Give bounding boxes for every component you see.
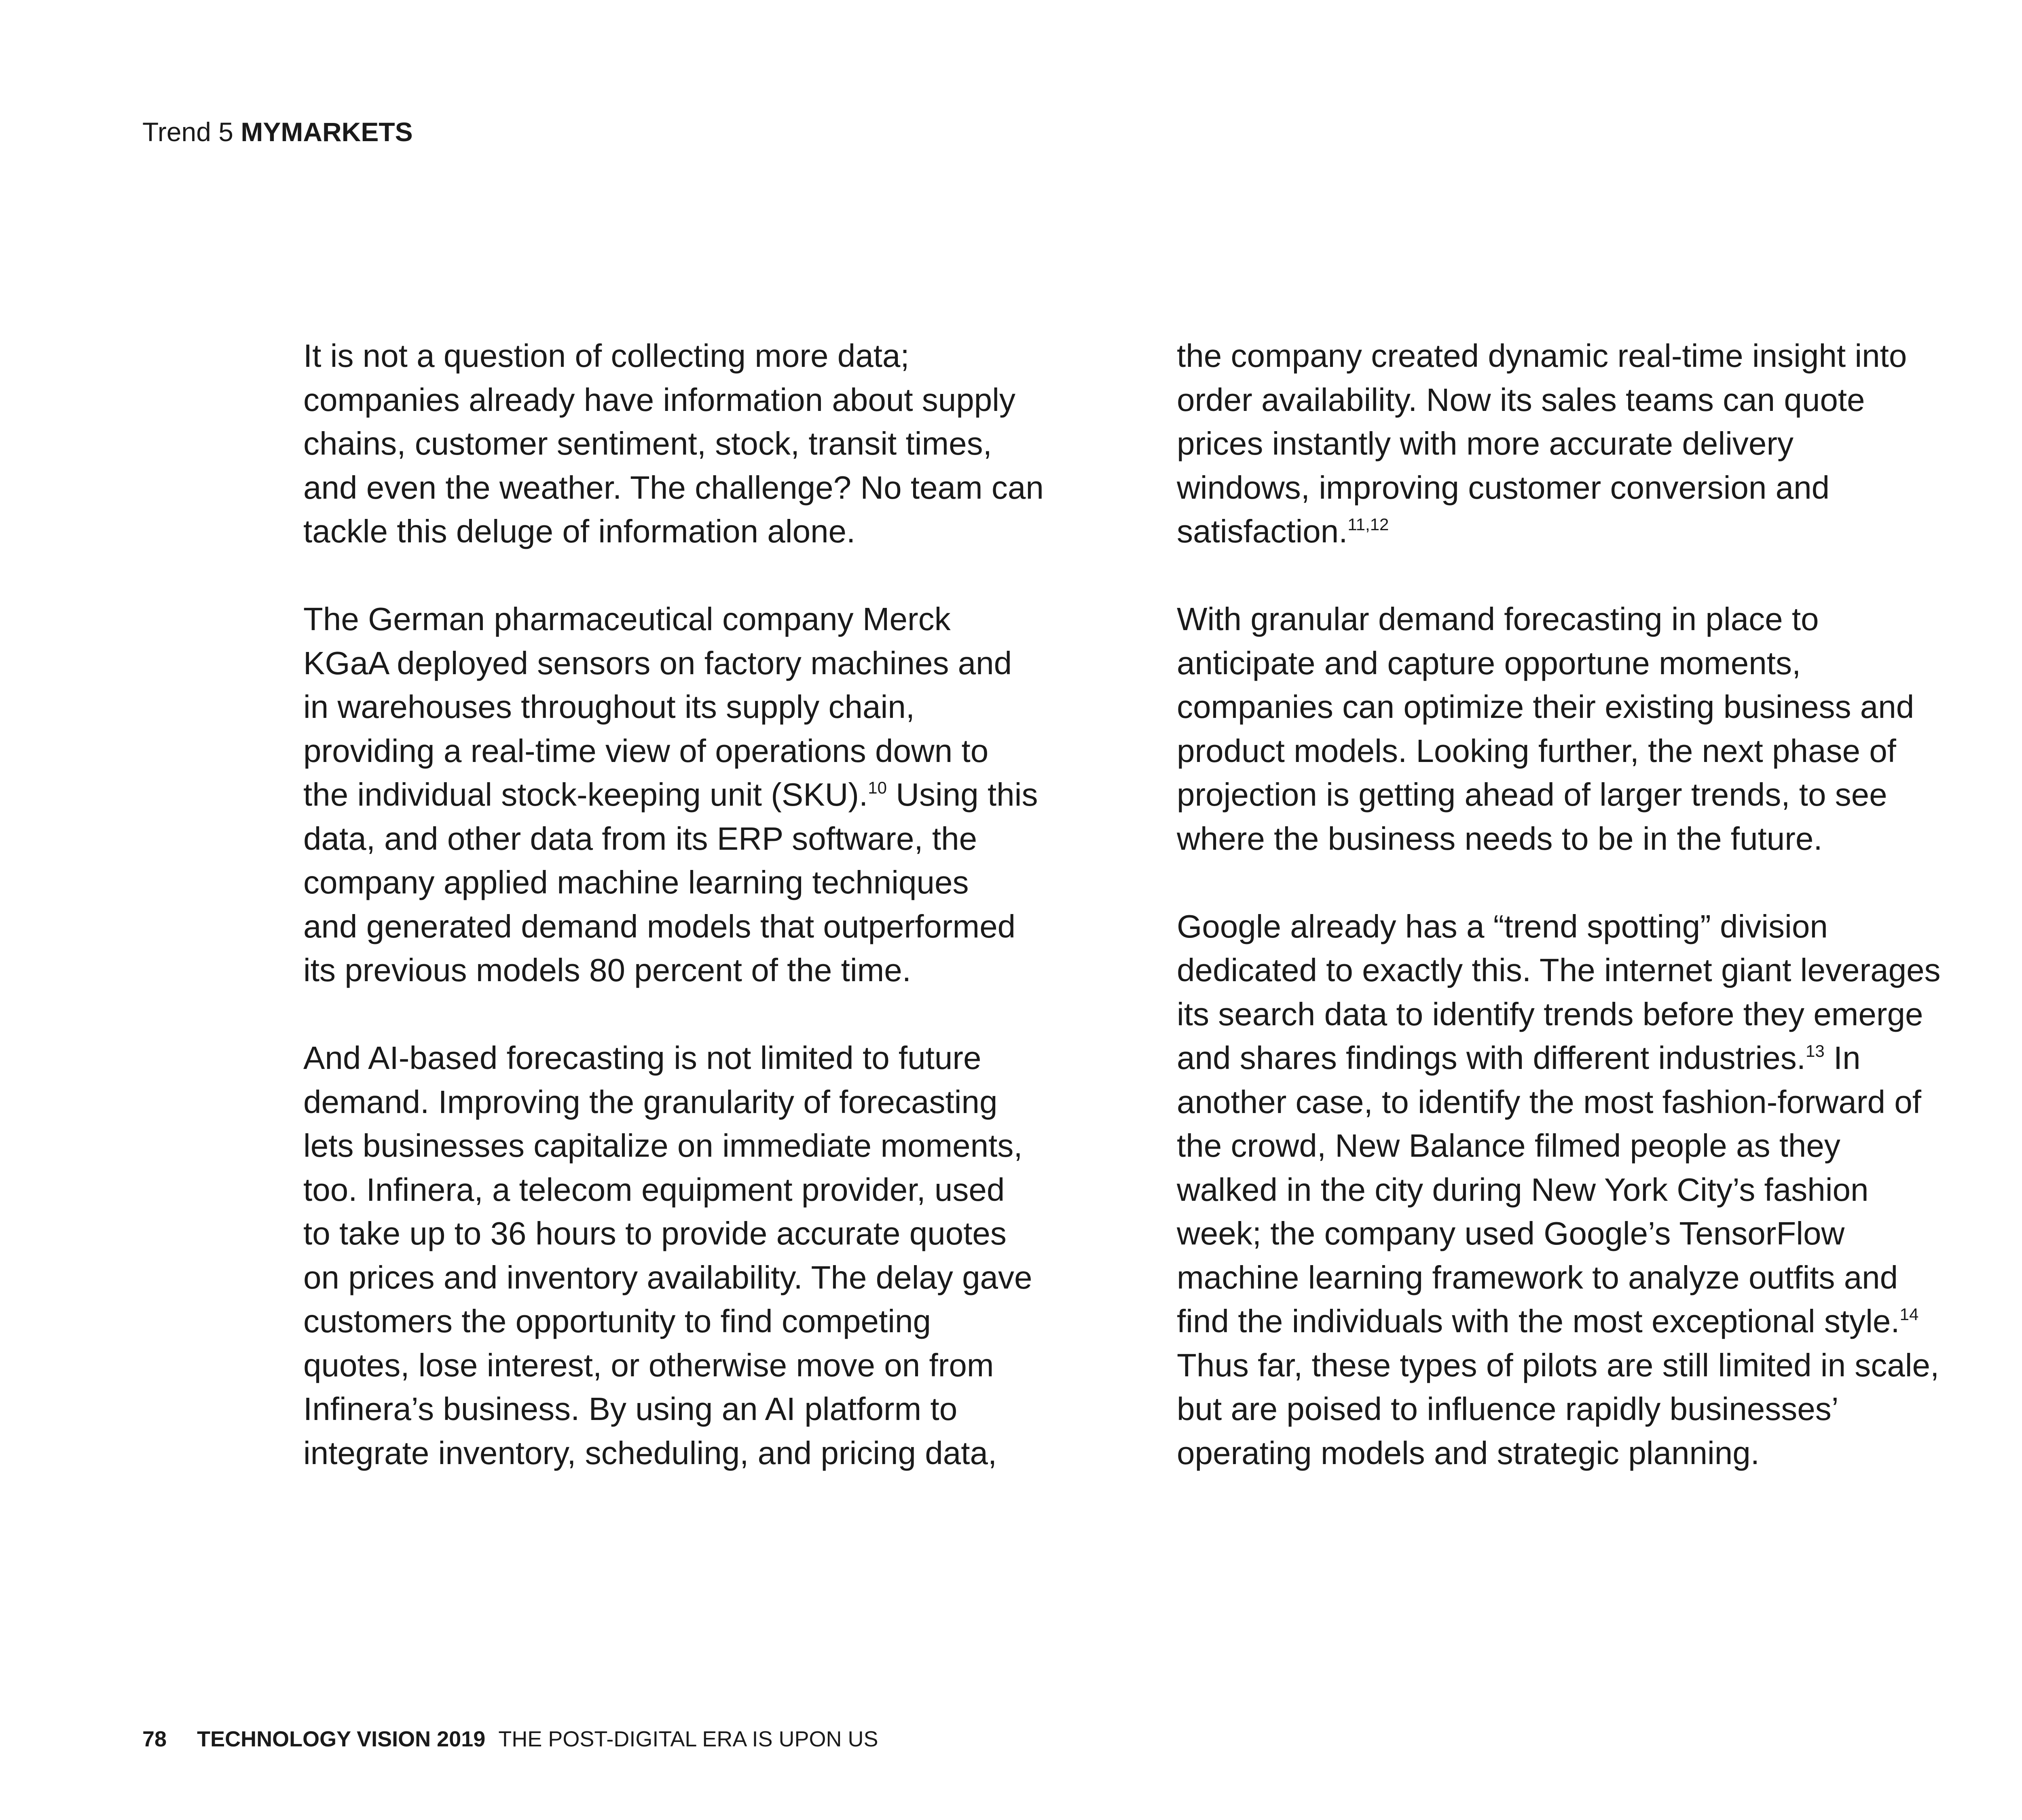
- text-line: [1177, 1036, 1982, 1080]
- paragraph: [1177, 597, 1982, 861]
- text-line: on prices and inventory availability. The delay gave: [303, 1259, 1032, 1295]
- text-line: where the business needs to be in the future.: [1177, 820, 1823, 857]
- text-segment: In: [1824, 1040, 1861, 1076]
- text-line: windows, improving customer conversion and: [1177, 469, 1830, 506]
- text-line: companies can optimize their existing business and: [1177, 689, 1914, 725]
- text-line: its search data to identify trends before they emerge: [1177, 996, 1923, 1032]
- paragraph: [303, 597, 1108, 993]
- footnote-ref[interactable]: 11,12: [1347, 515, 1389, 534]
- text-line: another case, to identify the most fashion-forward of: [1177, 1084, 1921, 1120]
- text-line: providing a real-time view of operations down to: [303, 732, 989, 769]
- paragraph: [1177, 905, 1982, 1475]
- paragraph: [1177, 334, 1982, 554]
- text-line: company applied machine learning techniques: [303, 864, 969, 900]
- publication-title: TECHNOLOGY VISION 2019: [197, 1727, 486, 1751]
- text-line: With granular demand forecasting in place to: [1177, 601, 1819, 637]
- text-line: chains, customer sentiment, stock, transit times,: [303, 425, 992, 461]
- text-line: and even the weather. The challenge? No team can: [303, 469, 1044, 506]
- paragraph: [303, 334, 1108, 554]
- text-line: but are poised to influence rapidly businesses’: [1177, 1391, 1839, 1427]
- footnote-ref[interactable]: 10: [868, 778, 887, 797]
- text-line: its previous models 80 percent of the time.: [303, 952, 911, 988]
- page-number: 78: [142, 1727, 167, 1751]
- text-line: demand. Improving the granularity of forecasting: [303, 1084, 998, 1120]
- trend-label: Trend 5: [142, 117, 234, 147]
- text-line: prices instantly with more accurate delivery: [1177, 425, 1794, 461]
- text-line: lets businesses capitalize on immediate moments,: [303, 1128, 1023, 1164]
- text-line: to take up to 36 hours to provide accurate quotes: [303, 1215, 1007, 1251]
- text-segment: and shares findings with different industries.: [1177, 1040, 1806, 1076]
- text-line: walked in the city during New York City’s fashion: [1177, 1171, 1869, 1208]
- text-segment: find the individuals with the most exceptional style.: [1177, 1303, 1900, 1339]
- text-line: machine learning framework to analyze outfits and: [1177, 1259, 1898, 1295]
- text-line: quotes, lose interest, or otherwise move on from: [303, 1347, 994, 1383]
- text-line: the crowd, New Balance filmed people as they: [1177, 1128, 1840, 1164]
- left-column: [303, 334, 1108, 1475]
- text-line: in warehouses throughout its supply chain,: [303, 689, 915, 725]
- text-line: dedicated to exactly this. The internet giant leverages: [1177, 952, 1941, 988]
- paragraph: [303, 1036, 1108, 1475]
- text-line: projection is getting ahead of larger trends, to see: [1177, 777, 1887, 813]
- text-line: Infinera’s business. By using an AI platform to: [303, 1391, 958, 1427]
- text-segment: satisfaction.: [1177, 513, 1348, 549]
- text-line: week; the company used Google’s TensorFlow: [1177, 1215, 1845, 1251]
- text-line: companies already have information about supply: [303, 381, 1016, 418]
- text-line: order availability. Now its sales teams can quote: [1177, 381, 1865, 418]
- text-line: the company created dynamic real-time insight into: [1177, 338, 1907, 374]
- text-line: integrate inventory, scheduling, and pricing data,: [303, 1435, 997, 1471]
- text-line: data, and other data from its ERP software, the: [303, 820, 977, 857]
- text-line: tackle this deluge of information alone.: [303, 513, 856, 549]
- text-line: operating models and strategic planning.: [1177, 1435, 1760, 1471]
- text-line: customers the opportunity to find competing: [303, 1303, 931, 1339]
- footnote-ref[interactable]: 14: [1899, 1305, 1919, 1324]
- text-line: [1177, 1299, 1982, 1344]
- text-line: And AI-based forecasting is not limited to future: [303, 1040, 981, 1076]
- trend-name: MYMARKETS: [241, 117, 413, 147]
- publication-tagline: THE POST-DIGITAL ERA IS UPON US: [498, 1727, 878, 1751]
- section-header: [142, 115, 413, 149]
- text-segment: the individual stock-keeping unit (SKU).: [303, 777, 868, 813]
- text-segment: Using this: [886, 777, 1038, 813]
- text-line: [303, 773, 1108, 817]
- text-line: too. Infinera, a telecom equipment provider, used: [303, 1171, 1005, 1208]
- text-line: Google already has a “trend spotting” division: [1177, 908, 1828, 944]
- text-line: KGaA deployed sensors on factory machines and: [303, 645, 1012, 681]
- footnote-ref[interactable]: 13: [1805, 1041, 1825, 1060]
- text-line: product models. Looking further, the next phase of: [1177, 732, 1896, 769]
- page-footer: [142, 1726, 878, 1752]
- text-line: The German pharmaceutical company Merck: [303, 601, 951, 637]
- right-column: [1177, 334, 1982, 1475]
- text-line: It is not a question of collecting more data;: [303, 338, 909, 374]
- text-line: [1177, 510, 1982, 554]
- text-line: Thus far, these types of pilots are still limited in scale,: [1177, 1347, 1940, 1383]
- text-line: and generated demand models that outperformed: [303, 908, 1016, 944]
- text-line: anticipate and capture opportune moments,: [1177, 645, 1801, 681]
